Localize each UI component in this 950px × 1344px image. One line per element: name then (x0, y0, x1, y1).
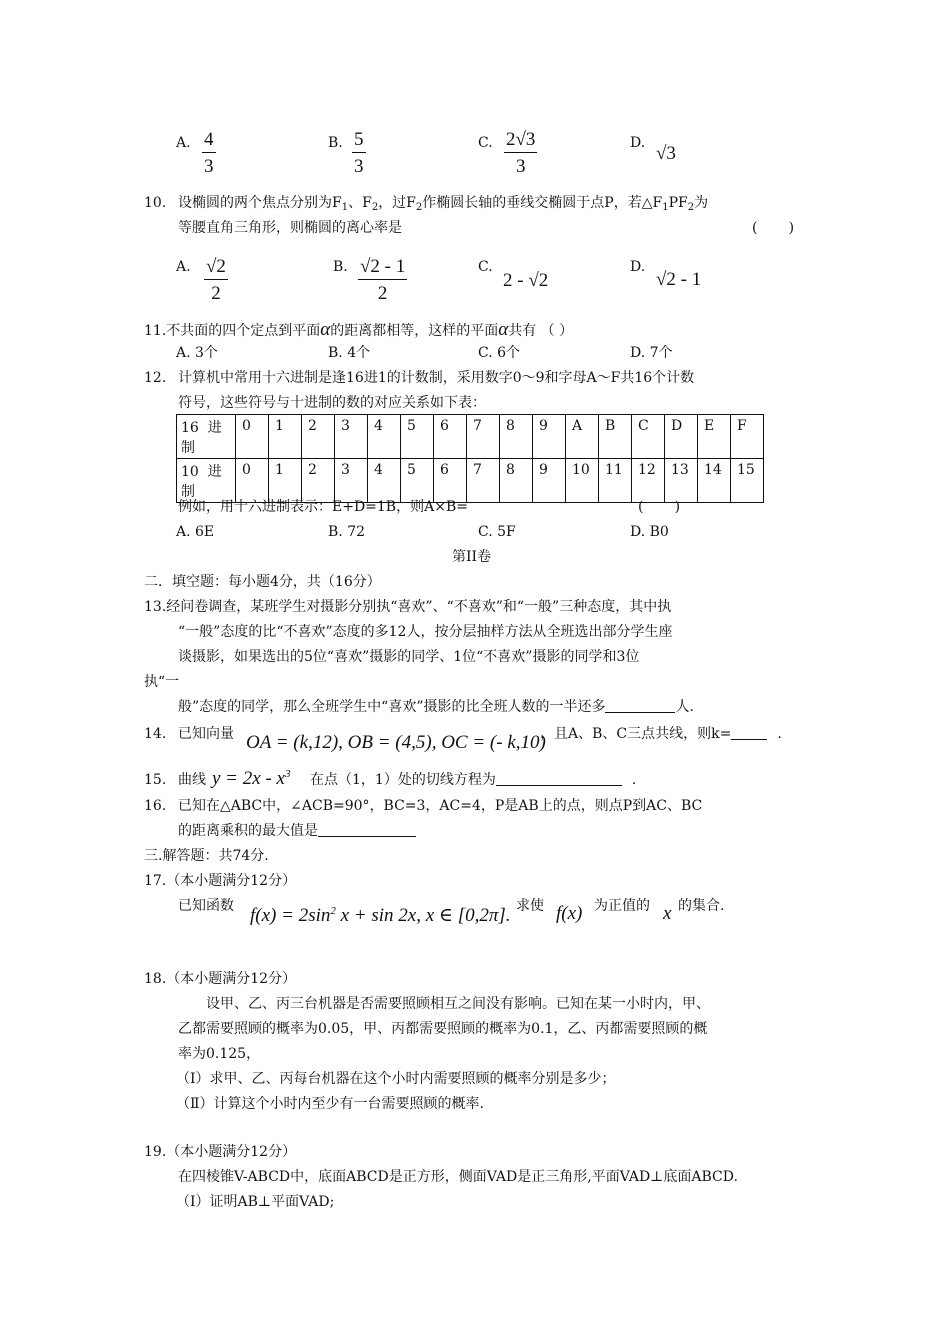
q12-answer-paren: ( ) (638, 499, 681, 515)
q10-line1: 设椭圆的两个焦点分别为$F_1$、$F_2$，过$F_2$作椭圆长轴的垂线交椭圆于点P，若$\triangle F_1PF_2$为 (178, 195, 709, 213)
q10-option-c-label: C. (478, 259, 493, 275)
table-cell: 5 (401, 459, 434, 503)
q16-line2: 的距离乘积的最大值是 (178, 824, 416, 838)
q10-option-b-label: B. (333, 259, 348, 275)
table-cell: 0 (236, 415, 269, 459)
q16-line1: 已知在△ABC中，∠ACB=90°，BC=3，AC=4，P是AB上的点，则点P到AC、BC (178, 798, 703, 814)
q9-option-b-fraction: 5 3 (354, 129, 364, 177)
table-cell: 1 (269, 459, 302, 503)
table-cell: C (632, 415, 665, 459)
table-cell: 4 (368, 459, 401, 503)
q13-line4: 执“一 (144, 674, 180, 690)
table-cell: D (665, 415, 698, 459)
q17-x: x (663, 903, 672, 924)
q12-line2: 符号，这些符号与十进制的数的对应关系如下表： (178, 395, 486, 411)
table-cell: 3 (335, 415, 368, 459)
q10-option-d-label: D. (630, 259, 646, 275)
q10-line2: 等腰直角三角形，则椭圆的离心率是 (178, 220, 402, 236)
q19-line1: 在四棱锥V-ABCD中，底面ABCD是正方形，侧面VAD是正三角形,平面VAD⊥底面ABCD. (178, 1169, 738, 1185)
q10-option-c-value: 2 - √2 (503, 270, 549, 291)
section-2-title: 第II卷 (452, 549, 492, 565)
table-cell: 10 进 制 (177, 459, 236, 503)
q10-number: 10. (144, 195, 167, 211)
q19-heading: 19.（本小题满分12分） (144, 1144, 297, 1160)
table-cell: 4 (368, 415, 401, 459)
table-cell: 7 (467, 415, 500, 459)
table-cell: 16 进 制 (177, 415, 236, 459)
q11-option-c: C. 6个 (478, 345, 521, 361)
q9-option-b-label: B. (328, 135, 343, 151)
table-cell: 3 (335, 459, 368, 503)
q18-line1: 设甲、乙、丙三台机器是否需要照顾相互之间没有影响。已知在某一小时内，甲、 (206, 996, 710, 1012)
table-cell: 7 (467, 459, 500, 503)
q10-option-d-value: √2 - 1 (656, 269, 702, 290)
table-cell: 11 (599, 459, 632, 503)
table-cell: 9 (533, 459, 566, 503)
q9-option-d-label: D. (630, 135, 646, 151)
q9-option-a-label: A. (176, 135, 191, 151)
table-cell: 2 (302, 459, 335, 503)
q9-option-d-value: √3 (656, 143, 676, 164)
q12-line1: 计算机中常用十六进制是逢16进1的计数制，采用数字0～9和字母A～F共16个计数 (178, 370, 695, 386)
q12-example: 例如，用十六进制表示：E+D=1B，则A×B= (178, 499, 468, 515)
table-cell: 8 (500, 415, 533, 459)
q14-text-a: 已知向量 (178, 726, 234, 742)
table-cell: 6 (434, 459, 467, 503)
table-row (177, 415, 764, 459)
q17-fx: f(x) (556, 903, 583, 924)
q10-option-b-fraction: √2 - 1 2 (360, 256, 406, 304)
table-cell: 10 (566, 459, 599, 503)
table-cell: 1 (269, 415, 302, 459)
q17-function-formula: $f(x) = 2\sin^2$ x + sin 2x, x ∈ [0,2π]. (250, 905, 511, 926)
q12-option-b: B. 72 (328, 524, 366, 540)
q15-text-b: 在点（1，1）处的切线方程为 . (310, 772, 637, 788)
q12-number: 12. (144, 370, 167, 386)
q12-option-d: D. B0 (630, 524, 669, 540)
q13-answer-blank (605, 712, 675, 713)
table-cell: 15 (731, 459, 764, 503)
q11-option-a: A. 3个 (176, 345, 218, 361)
q14-vector-formula: OA = (k,12), OB = (4,5), OC = (- k,10) (246, 732, 546, 753)
q11-line: 11.不共面的四个定点到平面α的距离都相等，这样的平面α共有 （ ） (144, 319, 574, 340)
table-cell: 0 (236, 459, 269, 503)
q17-text-b: 求使 (516, 898, 544, 914)
part-3-heading: 三.解答题：共74分. (144, 848, 269, 864)
q10-option-a-label: A. (176, 259, 191, 275)
table-cell: 8 (500, 459, 533, 503)
table-cell: E (698, 415, 731, 459)
q16-answer-blank (318, 836, 416, 837)
q18-part1: （Ⅰ）求甲、乙、丙每台机器在这个小时内需要照顾的概率分别是多少； (176, 1071, 616, 1087)
table-cell: 14 (698, 459, 731, 503)
q18-part2: （Ⅱ）计算这个小时内至少有一台需要照顾的概率. (176, 1096, 484, 1112)
q17-heading: 17.（本小题满分12分） (144, 873, 297, 889)
table-cell: 13 (665, 459, 698, 503)
q11-option-b: B. 4个 (328, 345, 371, 361)
q13-line5: 般”态度的同学，那么全班学生中“喜欢”摄影的比全班人数的一半还多 人. (178, 699, 694, 715)
hex-decimal-table (176, 414, 764, 503)
q15-number: 15. (144, 772, 167, 788)
q12-option-c: C. 5F (478, 524, 516, 540)
table-cell: 2 (302, 415, 335, 459)
q17-text-a: 已知函数 (178, 898, 234, 914)
q14-text-b: ，且A、B、C三点共线，则k= . (540, 726, 782, 742)
table-cell: 5 (401, 415, 434, 459)
q15-answer-blank (496, 785, 622, 786)
q17-text-c: 为正值的 (594, 898, 650, 914)
table-cell: F (731, 415, 764, 459)
q12-option-a: A. 6E (176, 524, 215, 540)
q10-answer-paren: ( ) (752, 220, 795, 236)
table-cell: 6 (434, 415, 467, 459)
q14-answer-blank (731, 739, 767, 740)
q18-heading: 18.（本小题满分12分） (144, 971, 297, 987)
table-cell: A (566, 415, 599, 459)
part-2-heading: 二．填空题：每小题4分，共（16分） (144, 574, 381, 590)
q10-option-a-fraction: √2 2 (206, 256, 226, 304)
q19-part1: （Ⅰ）证明AB⊥平面VAD; (176, 1194, 335, 1210)
table-cell: B (599, 415, 632, 459)
q18-line2: 乙都需要照顾的概率为0.05，甲、丙都需要照顾的概率为0.1，乙、丙都需要照顾的概 (178, 1021, 708, 1037)
table-cell: 12 (632, 459, 665, 503)
q13-line3: 谈摄影，如果选出的5位“喜欢”摄影的同学、1位“不喜欢”摄影的同学和3位 (178, 649, 640, 665)
q15-curve-formula: $y = 2x - x^3$ (212, 768, 291, 789)
table-cell: 9 (533, 415, 566, 459)
q17-text-d: 的集合. (678, 898, 725, 914)
q14-number: 14. (144, 726, 167, 742)
q15-text-a: 曲线 (178, 772, 206, 788)
q13-line2: “一般”态度的比“不喜欢”态度的多12人，按分层抽样方法从全班选出部分学生座 (178, 624, 673, 640)
q16-number: 16. (144, 798, 167, 814)
q13-line1: 13.经问卷调查，某班学生对摄影分别执“喜欢”、“不喜欢”和“一般”三种态度，其中执 (144, 599, 672, 615)
q9-option-c-fraction: 2√3 3 (506, 129, 536, 177)
table-row (177, 459, 764, 503)
q18-line3: 率为0.125， (178, 1046, 261, 1062)
q9-option-c-label: C. (478, 135, 493, 151)
q9-option-a-fraction: 4 3 (204, 129, 214, 177)
q11-option-d: D. 7个 (630, 345, 673, 361)
